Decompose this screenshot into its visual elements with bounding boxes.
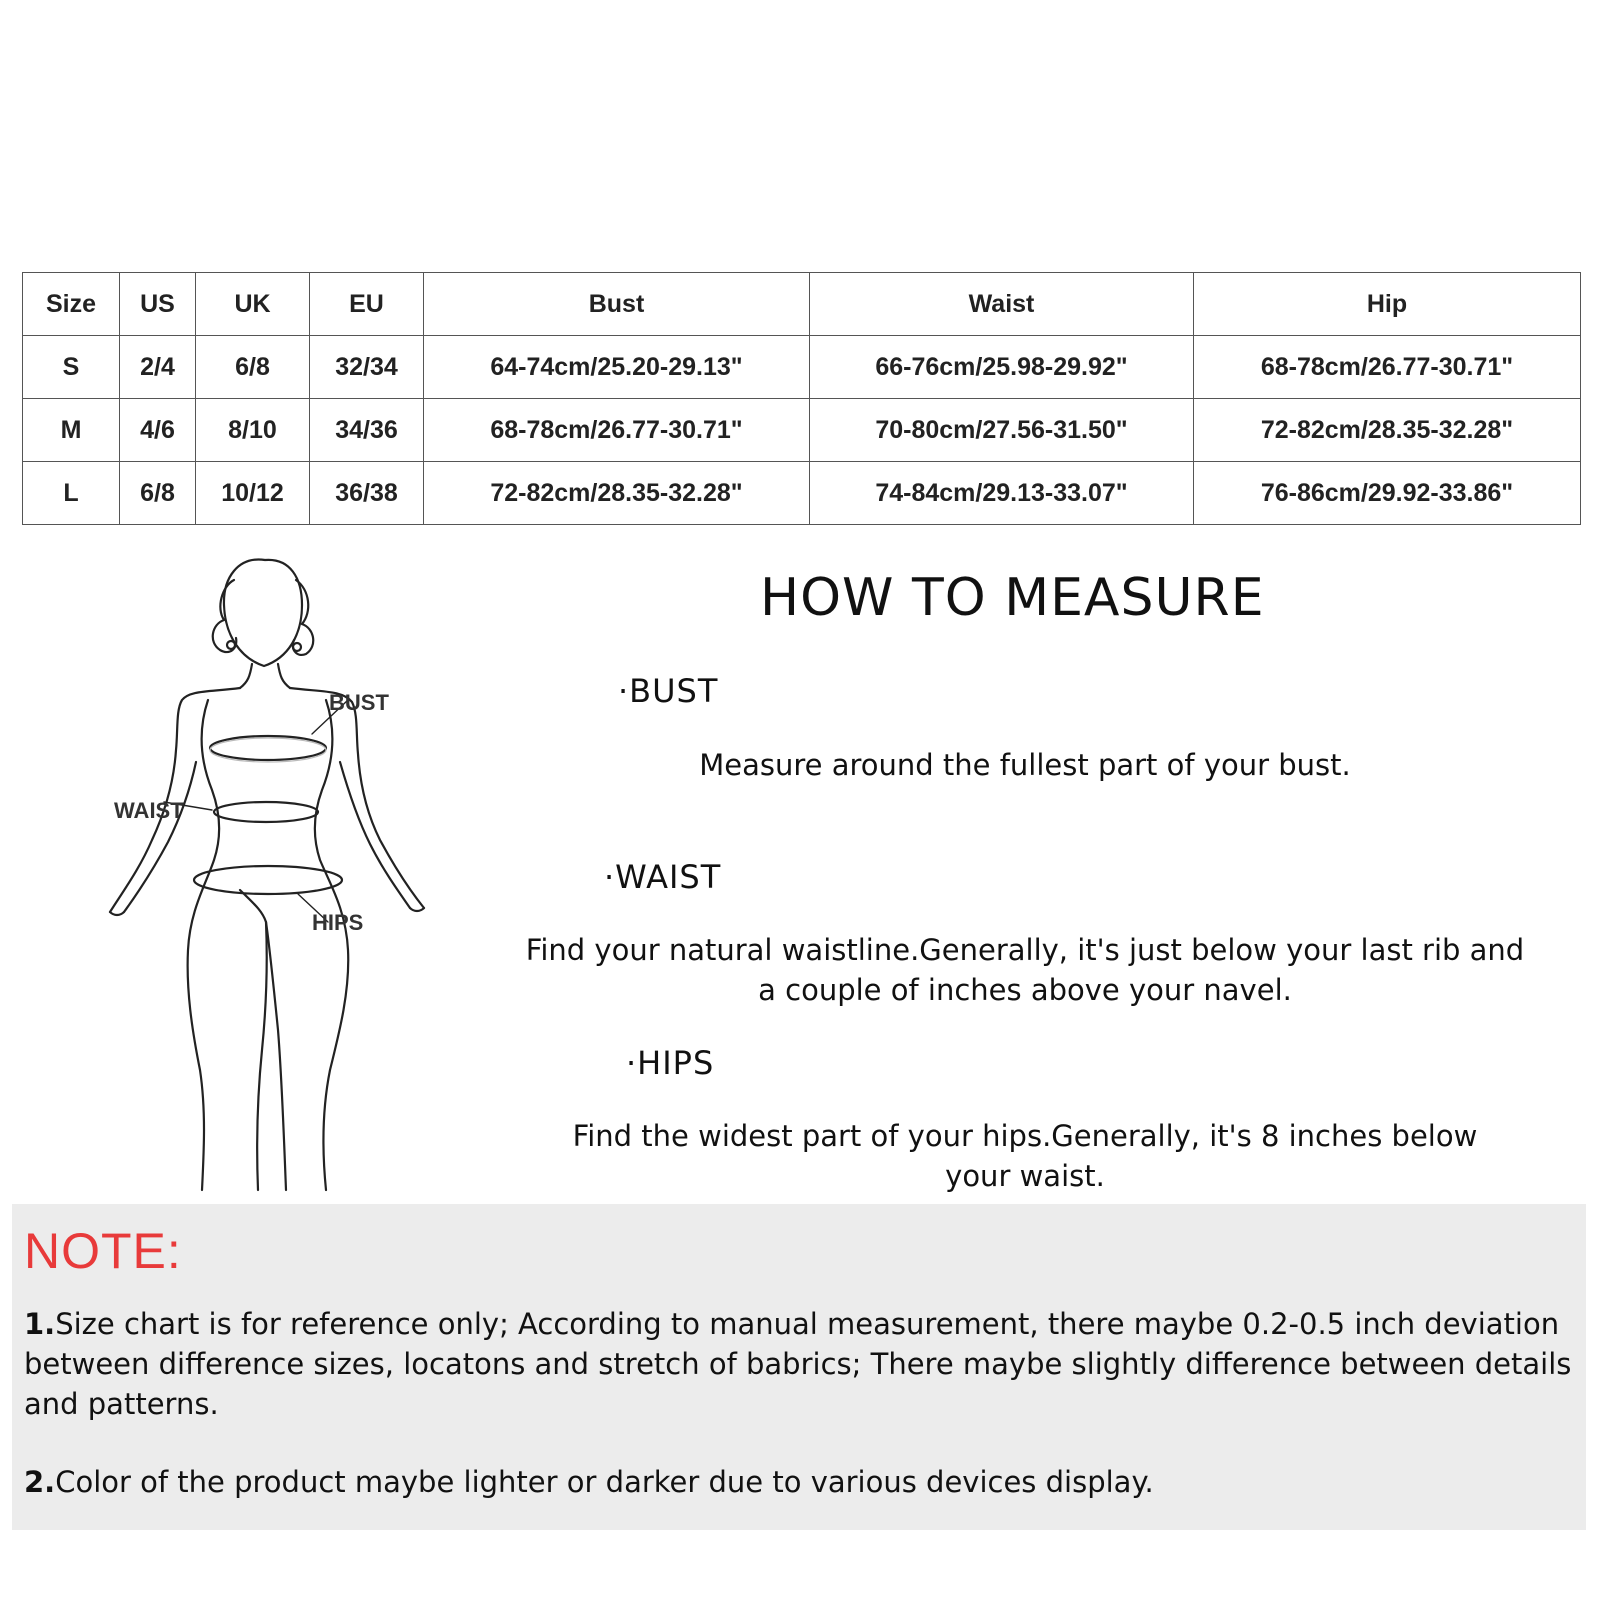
cell-uk: 10/12 xyxy=(196,462,310,525)
hips-heading: ·HIPS xyxy=(626,1044,715,1082)
cell-eu: 36/38 xyxy=(310,462,424,525)
cell-hip: 72-82cm/28.35-32.28" xyxy=(1194,399,1581,462)
header-us: US xyxy=(120,273,196,336)
header-uk: UK xyxy=(196,273,310,336)
header-waist: Waist xyxy=(810,273,1194,336)
waist-figure-label: WAIST xyxy=(114,798,184,823)
waist-instructions: Find your natural waistline.Generally, it's just below your last rib and a couple of inches above your navel. xyxy=(525,933,1525,1007)
table-row xyxy=(23,336,1581,399)
note-title: NOTE: xyxy=(24,1223,182,1279)
note-item-1-text: Size chart is for reference only; According to manual measurement, there maybe 0.2-0.5 inch deviation between difference sizes, locatons and stretch of babrics; There maybe slightly difference between details and patterns. xyxy=(24,1307,1572,1421)
note-item-2-text: Color of the product maybe lighter or darker due to various devices display. xyxy=(55,1465,1154,1499)
cell-us: 4/6 xyxy=(120,399,196,462)
cell-waist: 66-76cm/25.98-29.92" xyxy=(810,336,1194,399)
cell-us: 2/4 xyxy=(120,336,196,399)
header-size: Size xyxy=(23,273,120,336)
cell-eu: 34/36 xyxy=(310,399,424,462)
note-item-2 xyxy=(24,1462,1574,1502)
table-row xyxy=(23,399,1581,462)
cell-waist: 74-84cm/29.13-33.07" xyxy=(810,462,1194,525)
cell-bust: 68-78cm/26.77-30.71" xyxy=(424,399,810,462)
waist-heading: ·WAIST xyxy=(604,858,722,896)
header-eu: EU xyxy=(310,273,424,336)
table-header-row xyxy=(23,273,1581,336)
bust-figure-label: BUST xyxy=(329,690,389,715)
cell-waist: 70-80cm/27.56-31.50" xyxy=(810,399,1194,462)
hips-figure-label: HIPS xyxy=(312,910,364,935)
cell-hip: 76-86cm/29.92-33.86" xyxy=(1194,462,1581,525)
cell-size: M xyxy=(23,399,120,462)
bust-instructions: Measure around the fullest part of your bust. xyxy=(699,748,1351,782)
cell-uk: 8/10 xyxy=(196,399,310,462)
note-item-2-number: 2. xyxy=(24,1465,56,1499)
body-figure-illustration xyxy=(90,550,450,1200)
note-item-1 xyxy=(24,1304,1574,1424)
table-row xyxy=(23,462,1581,525)
how-to-measure-title: HOW TO MEASURE xyxy=(760,568,1265,628)
note-section xyxy=(12,1204,1586,1530)
size-chart-table xyxy=(22,272,1581,525)
cell-bust: 64-74cm/25.20-29.13" xyxy=(424,336,810,399)
cell-size: L xyxy=(23,462,120,525)
cell-size: S xyxy=(23,336,120,399)
note-item-1-number: 1. xyxy=(24,1307,56,1341)
header-hip: Hip xyxy=(1194,273,1581,336)
cell-bust: 72-82cm/28.35-32.28" xyxy=(424,462,810,525)
hips-instructions: Find the widest part of your hips.Generally, it's 8 inches below your waist. xyxy=(572,1119,1478,1193)
cell-hip: 68-78cm/26.77-30.71" xyxy=(1194,336,1581,399)
cell-eu: 32/34 xyxy=(310,336,424,399)
header-bust: Bust xyxy=(424,273,810,336)
cell-uk: 6/8 xyxy=(196,336,310,399)
bust-heading: ·BUST xyxy=(618,672,719,710)
cell-us: 6/8 xyxy=(120,462,196,525)
